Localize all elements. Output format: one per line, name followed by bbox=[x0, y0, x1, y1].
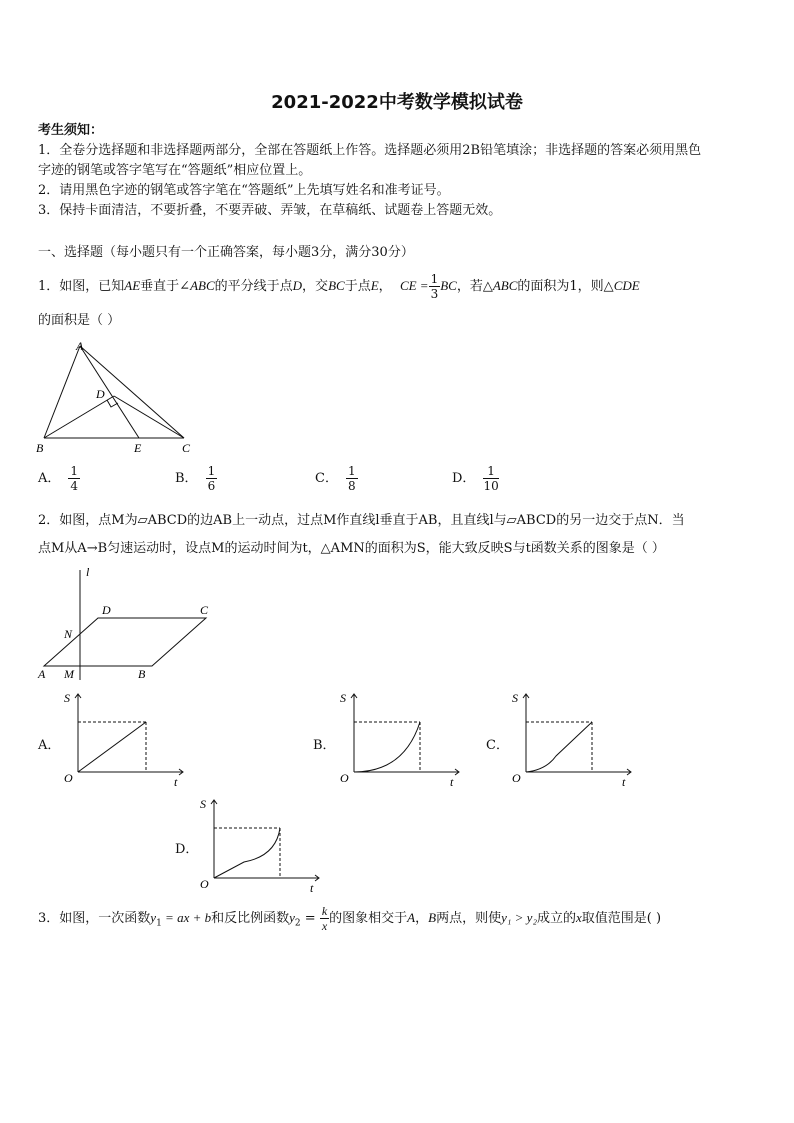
svg-text:O: O bbox=[340, 771, 349, 785]
q1-label-b: B bbox=[36, 441, 44, 455]
svg-text:S: S bbox=[340, 691, 346, 705]
q2-label-m: M bbox=[64, 667, 74, 681]
q2-graph-d bbox=[194, 796, 324, 896]
q2-label-n: N bbox=[64, 627, 73, 641]
q2-stem-line2: 点M从A→B匀速运动时，设点M的运动时间为t，△AMN的面积为S，能大致反映S与t函数关系的图象是（ ） bbox=[38, 541, 665, 556]
svg-text:t: t bbox=[450, 775, 454, 789]
section-heading: 一、选择题（每小题只有一个正确答案，每小题3分，满分30分） bbox=[38, 245, 414, 260]
q2-graph-a bbox=[58, 690, 188, 790]
notice-heading: 考生须知： bbox=[38, 123, 104, 138]
q1-figure bbox=[34, 338, 204, 458]
svg-text:O: O bbox=[200, 877, 209, 891]
q1-stem: 1．如图，已知AE垂直于∠ABC的平分线于点D，交BC于点E， CE = $\frac{1}{3}$ BC，若△ABC的面积为1，则△CDE bbox=[38, 272, 640, 301]
q2-figure bbox=[34, 562, 224, 686]
notice-item-3: 3．保持卡面清洁，不要折叠，不要弄破、弄皱，在草稿纸、试题卷上答题无效。 bbox=[38, 203, 502, 218]
q1-option-a[interactable]: A． $\frac{1}{4}$ bbox=[38, 464, 79, 493]
svg-text:S: S bbox=[64, 691, 70, 705]
q2-label-a: A bbox=[38, 667, 46, 681]
q1-option-b[interactable]: B． $\frac{1}{6}$ bbox=[175, 464, 216, 493]
q2-option-b[interactable]: B． bbox=[313, 738, 336, 753]
q2-option-a[interactable]: A． bbox=[38, 738, 61, 753]
q2-label-b: B bbox=[138, 667, 146, 681]
q3-stem: 3．如图，一次函数$y_1$ = ax + b和反比例函数$y_2$ = $\frac{k}{x}$ 的图象相交于A，B两点，则使y₁ > y₂成立的x取值范围是( ) bbox=[38, 904, 662, 933]
q1-label-d: D bbox=[96, 387, 105, 401]
q1-label-c: C bbox=[182, 441, 191, 455]
notice-item-2: 2．请用黑色字迹的钢笔或答字笔在“答题纸”上先填写姓名和准考证号。 bbox=[38, 183, 450, 198]
q2-option-c[interactable]: C． bbox=[486, 738, 509, 753]
q1-stem-line2: 的面积是（ ） bbox=[38, 313, 121, 328]
q2-graph-b bbox=[334, 690, 464, 790]
q2-label-l: l bbox=[86, 565, 90, 579]
q1-label-e: E bbox=[134, 441, 142, 455]
svg-text:t: t bbox=[622, 775, 626, 789]
svg-text:O: O bbox=[512, 771, 521, 785]
svg-text:t: t bbox=[174, 775, 178, 789]
svg-text:S: S bbox=[200, 797, 206, 811]
notice-item-1b: 字迹的钢笔或答字笔写在“答题纸”相应位置上。 bbox=[38, 163, 312, 178]
q2-option-d[interactable]: D． bbox=[175, 842, 199, 857]
q2-graph-c bbox=[506, 690, 636, 790]
q2-label-c: C bbox=[200, 603, 209, 617]
q1-label-a: A bbox=[76, 339, 84, 353]
q2-label-d: D bbox=[102, 603, 111, 617]
q1-option-d[interactable]: D． $\frac{1}{10}$ bbox=[452, 464, 499, 493]
notice-item-1: 1．全卷分选择题和非选择题两部分，全部在答题纸上作答。选择题必须用2B铅笔填涂；非选择题的答案必须用黑色 bbox=[38, 143, 702, 158]
svg-text:t: t bbox=[310, 881, 314, 895]
svg-text:S: S bbox=[512, 691, 518, 705]
page-title: 2021-2022中考数学模拟试卷 bbox=[271, 92, 523, 113]
svg-text:O: O bbox=[64, 771, 73, 785]
q2-stem-line1: 2．如图，点M为▱ABCD的边AB上一动点，过点M作直线l垂直于AB，且直线l与▱ABCD的另一边交于点N．当 bbox=[38, 513, 685, 528]
q1-option-c[interactable]: C． $\frac{1}{8}$ bbox=[315, 464, 356, 493]
